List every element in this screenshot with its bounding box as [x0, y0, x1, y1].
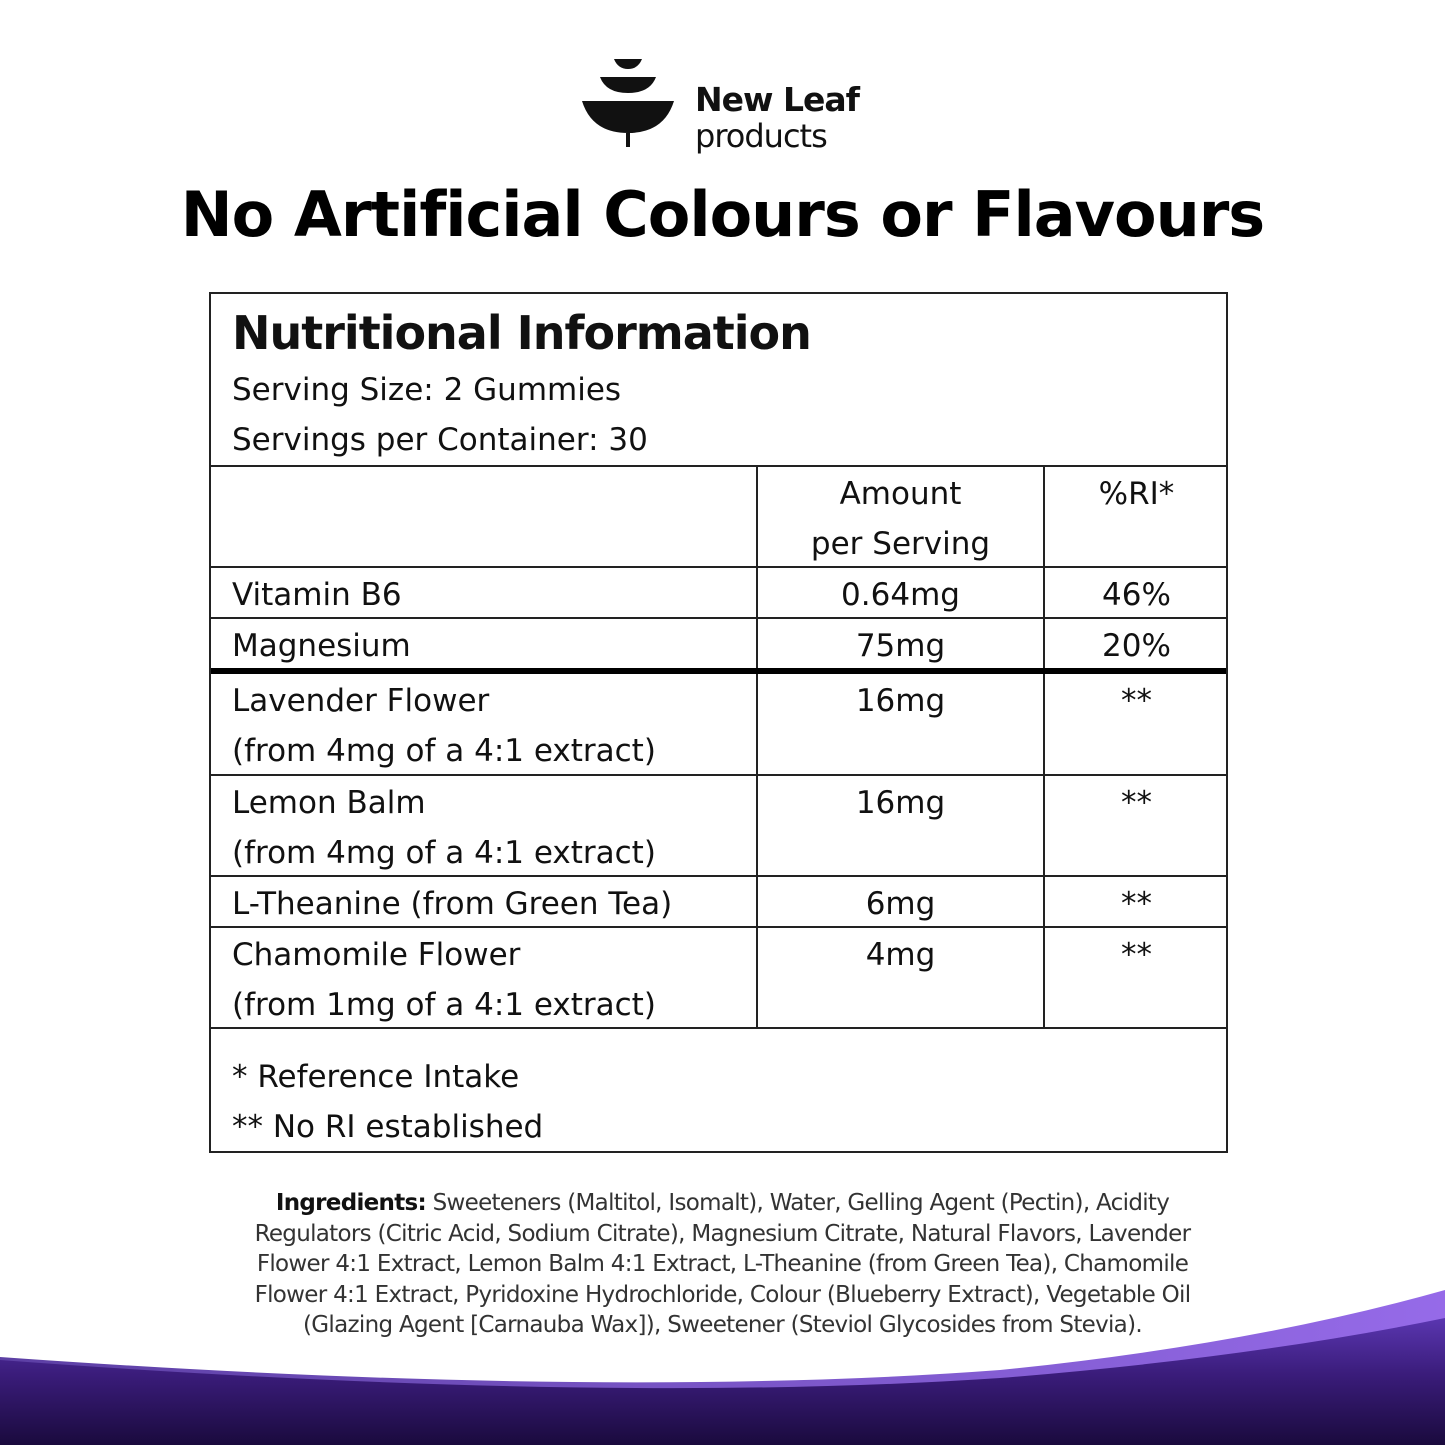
- panel-header: [211, 294, 1226, 467]
- nutrient-name: Chamomile Flower: [232, 937, 521, 973]
- nutrient-detail: (from 1mg of a 4:1 extract): [232, 987, 656, 1023]
- nutrient-ri: **: [1121, 937, 1152, 973]
- headline: No Artificial Colours or Flavours: [180, 178, 1265, 251]
- table-row: [211, 776, 1226, 877]
- brand-logo: [580, 55, 880, 160]
- ingredients-line: Flower 4:1 Extract, Pyridoxine Hydrochloride, Colour (Blueberry Extract), Vegetable Oil: [254, 1281, 1191, 1308]
- nutrient-ri: **: [1121, 886, 1152, 922]
- nutrient-amount: 6mg: [865, 886, 936, 922]
- table-row: [211, 877, 1226, 928]
- ingredients-line: Regulators (Citric Acid, Sodium Citrate), Magnesium Citrate, Natural Flavors, Lavender: [254, 1220, 1191, 1247]
- header-amount-line1: Amount: [839, 476, 962, 512]
- nutrient-detail: (from 4mg of a 4:1 extract): [232, 733, 656, 769]
- nutrient-name: Vitamin B6: [232, 577, 402, 613]
- nutrient-name: Lavender Flower: [232, 683, 490, 719]
- brand-name: New Leaf: [695, 80, 860, 119]
- ingredients-line: (Glazing Agent [Carnauba Wax]), Sweetener (Steviol Glycosides from Stevia).: [303, 1312, 1142, 1338]
- nutrient-amount: 4mg: [865, 937, 936, 973]
- brand-tagline: products: [695, 117, 827, 155]
- tiered-leaf-fountain-icon: [580, 55, 690, 155]
- footnote-no-ri: ** No RI established: [232, 1109, 544, 1145]
- ingredients-line: Flower 4:1 Extract, Lemon Balm 4:1 Extract, L-Theanine (from Green Tea), Chamomile: [256, 1251, 1189, 1277]
- nutrient-name: L-Theanine (from Green Tea): [232, 886, 673, 922]
- ingredients-line: Sweeteners (Maltitol, Isomalt), Water, Gelling Agent (Pectin), Acidity: [426, 1190, 1170, 1216]
- footnotes: [232, 1052, 543, 1152]
- table-row: [211, 568, 1226, 619]
- nutrient-amount: 75mg: [855, 628, 946, 664]
- header-ri-cell: [1045, 467, 1228, 566]
- servings-per-container: Servings per Container: 30: [232, 422, 648, 458]
- nutrient-name: Magnesium: [232, 628, 411, 664]
- purple-wave-decoration: [0, 1280, 1445, 1445]
- header-amount-line2: per Serving: [810, 526, 991, 562]
- nutrient-detail: (from 4mg of a 4:1 extract): [232, 835, 656, 871]
- header-nutrient-cell: [211, 467, 758, 566]
- serving-size: Serving Size: 2 Gummies: [232, 372, 622, 408]
- nutrient-ri: **: [1121, 785, 1152, 821]
- table-header-row: [211, 467, 1226, 568]
- nutrition-panel: [209, 292, 1228, 1153]
- table-row: [211, 619, 1226, 674]
- nutrient-ri: 20%: [1102, 628, 1171, 664]
- footnote-ri: * Reference Intake: [232, 1059, 520, 1095]
- nutrient-ri: 46%: [1102, 577, 1171, 613]
- table-row: [211, 674, 1226, 776]
- nutrient-name: Lemon Balm: [232, 785, 426, 821]
- table-row: [211, 928, 1226, 1029]
- ingredients-label: Ingredients:: [275, 1190, 426, 1216]
- nutrient-ri: **: [1121, 683, 1152, 719]
- nutrient-amount: 16mg: [855, 683, 946, 719]
- header-ri: %RI*: [1098, 476, 1175, 512]
- panel-title: Nutritional Information: [232, 306, 811, 360]
- nutrient-amount: 0.64mg: [841, 577, 960, 613]
- nutrient-amount: 16mg: [855, 785, 946, 821]
- header-amount-cell: [758, 467, 1045, 566]
